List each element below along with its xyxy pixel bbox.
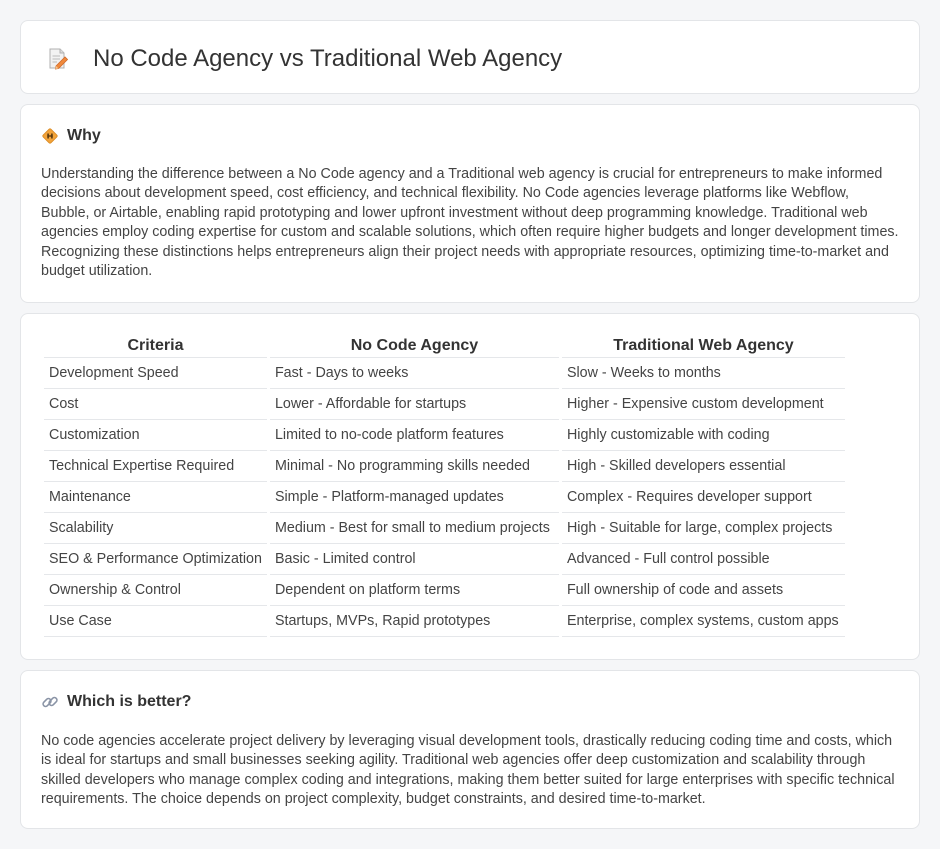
no-code-cell: Startups, MVPs, Rapid prototypes xyxy=(270,606,559,637)
no-code-cell: Limited to no-code platform features xyxy=(270,420,559,451)
no-code-cell: Medium - Best for small to medium projects xyxy=(270,513,559,544)
comparison-table xyxy=(41,334,848,637)
table-row xyxy=(44,389,845,420)
criteria-cell: Development Speed xyxy=(44,358,267,389)
traditional-cell: Complex - Requires developer support xyxy=(562,482,845,513)
document-pencil-icon xyxy=(48,48,68,70)
criteria-cell: Use Case xyxy=(44,606,267,637)
no-code-cell: Lower - Affordable for startups xyxy=(270,389,559,420)
header-traditional: Traditional Web Agency xyxy=(562,334,845,358)
traditional-cell: Full ownership of code and assets xyxy=(562,575,845,606)
no-code-cell: Fast - Days to weeks xyxy=(270,358,559,389)
criteria-cell: Cost xyxy=(44,389,267,420)
table-row xyxy=(44,358,845,389)
table-row xyxy=(44,451,845,482)
traditional-cell: Enterprise, complex systems, custom apps xyxy=(562,606,845,637)
criteria-cell: SEO & Performance Optimization xyxy=(44,544,267,575)
table-row xyxy=(44,575,845,606)
table-row xyxy=(44,420,845,451)
no-code-cell: Basic - Limited control xyxy=(270,544,559,575)
diamond-sign-icon xyxy=(41,127,59,145)
traditional-cell: High - Skilled developers essential xyxy=(562,451,845,482)
traditional-cell: Highly customizable with coding xyxy=(562,420,845,451)
traditional-cell: Advanced - Full control possible xyxy=(562,544,845,575)
header-card xyxy=(20,20,920,94)
header-no-code: No Code Agency xyxy=(270,334,559,358)
no-code-cell: Simple - Platform-managed updates xyxy=(270,482,559,513)
criteria-cell: Maintenance xyxy=(44,482,267,513)
comparison-section xyxy=(20,313,920,660)
no-code-cell: Minimal - No programming skills needed xyxy=(270,451,559,482)
table-header-row xyxy=(44,334,845,358)
why-paragraph: Understanding the difference between a No Code agency and a Traditional web agency is crucial for entrepreneurs to make informed decisions about development speed, cost efficiency, and technical flexibility. No Code agencies leverage platforms like Webflow, Bubble, or Airtable, enabling rapid prototyping and lower upfront investment without deep programming knowledge. Traditional web agencies employ coding expertise for custom and scalable solutions, which often require higher budgets and longer development times. Recognizing these distinctions helps entrepreneurs align their project needs with appropriate resources, optimizing time-to-market and budget utilization. xyxy=(41,166,899,280)
criteria-cell: Ownership & Control xyxy=(44,575,267,606)
traditional-cell: Slow - Weeks to months xyxy=(562,358,845,389)
page-title: No Code Agency vs Traditional Web Agency xyxy=(93,45,563,72)
traditional-cell: High - Suitable for large, complex projects xyxy=(562,513,845,544)
header-criteria: Criteria xyxy=(44,334,267,358)
link-icon xyxy=(41,693,59,711)
table-row xyxy=(44,544,845,575)
why-heading-label: Why xyxy=(67,127,101,144)
better-heading-label: Which is better? xyxy=(67,693,192,710)
criteria-cell: Technical Expertise Required xyxy=(44,451,267,482)
criteria-cell: Customization xyxy=(44,420,267,451)
table-row xyxy=(44,513,845,544)
why-section xyxy=(20,104,920,303)
better-paragraph: No code agencies accelerate project delivery by leveraging visual development tools, drastically reducing coding time and costs, which is ideal for startups and small businesses seeking agility. Traditional web agencies offer deep customization and scalability through skilled developers who manage complex coding and integrations, making them better suited for large enterprises with specific technical requirements. The choice depends on project complexity, budget constraints, and desired time-to-market. xyxy=(41,733,895,808)
why-heading xyxy=(41,127,101,145)
better-heading xyxy=(41,693,191,711)
table-row xyxy=(44,482,845,513)
traditional-cell: Higher - Expensive custom development xyxy=(562,389,845,420)
criteria-cell: Scalability xyxy=(44,513,267,544)
no-code-cell: Dependent on platform terms xyxy=(270,575,559,606)
table-row xyxy=(44,606,845,637)
which-is-better-section xyxy=(20,670,920,829)
